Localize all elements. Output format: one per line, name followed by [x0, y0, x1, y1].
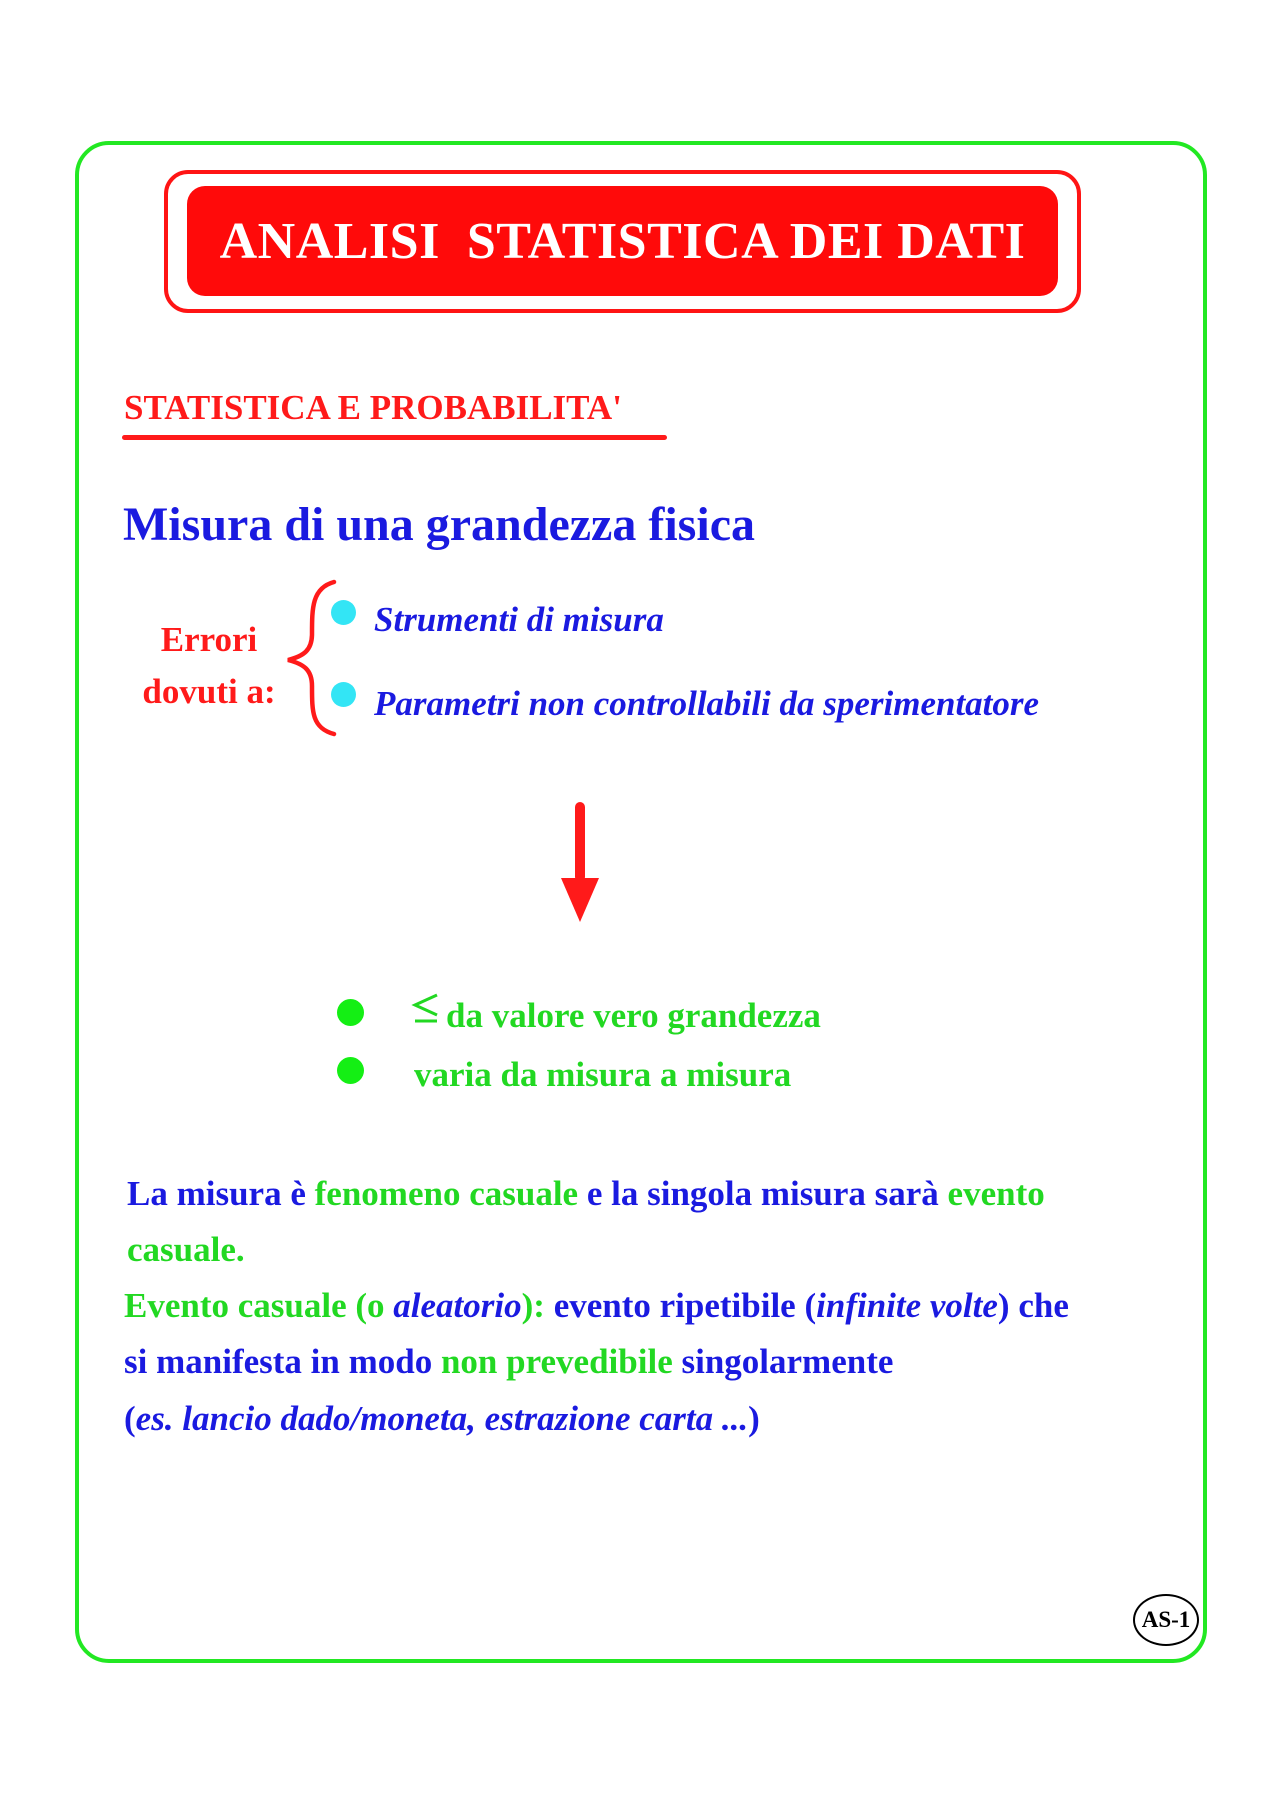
- text-span: (: [124, 1399, 136, 1438]
- text-span: ):: [521, 1286, 554, 1325]
- text-span: si manifesta in modo: [124, 1342, 441, 1381]
- errors-label: [134, 614, 284, 718]
- cause-bullet-2: [331, 682, 356, 707]
- result-bullet-2: [337, 1057, 364, 1084]
- main-heading: Misura di una grandezza fisica: [123, 498, 755, 551]
- paragraph-line-2: [127, 1222, 1187, 1278]
- paragraph-line-3: [124, 1278, 1184, 1334]
- text-span: infinite volte: [816, 1286, 998, 1325]
- text-span: La misura è: [127, 1174, 315, 1213]
- text-span: fenomeno casuale: [314, 1174, 579, 1213]
- text-span: non prevedibile: [440, 1342, 673, 1381]
- result-item-2: varia da misura a misura: [414, 1055, 792, 1094]
- text-span: ) che: [997, 1286, 1069, 1325]
- text-span: es. lancio dado/moneta, estrazione carta ...: [135, 1399, 749, 1438]
- curly-brace-icon: [282, 578, 342, 738]
- page-number-badge: AS-1: [1133, 1594, 1199, 1646]
- text-span: ): [748, 1399, 760, 1438]
- errors-label-line1: Errori: [160, 620, 258, 659]
- text-span: evento: [947, 1174, 1045, 1213]
- cause-item-2: Parametri non controllabili da sperimentatore: [374, 684, 1040, 723]
- text-span: evento ripetibile (: [553, 1286, 817, 1325]
- text-span: singolarmente: [672, 1342, 894, 1381]
- text-span: aleatorio: [393, 1286, 522, 1325]
- paragraph-line-4: [124, 1334, 1184, 1390]
- section-heading: STATISTICA E PROBABILITA': [124, 388, 622, 427]
- errors-label-line2: dovuti a:: [142, 672, 276, 711]
- cause-bullet-1: [331, 600, 356, 625]
- result-item-1: da valore vero grandezza: [446, 996, 821, 1035]
- page-title: ANALISI STATISTICA DEI DATI: [219, 212, 1026, 270]
- text-span: Evento casuale (o: [124, 1286, 394, 1325]
- title-banner: [187, 186, 1058, 296]
- result-bullet-1: [337, 999, 364, 1026]
- cause-item-1: Strumenti di misura: [374, 600, 664, 639]
- paragraph-line-1: [127, 1166, 1187, 1222]
- section-underline: [122, 435, 667, 440]
- not-equal-leq-icon: [411, 991, 441, 1025]
- text-span: casuale.: [127, 1230, 245, 1269]
- paragraph-line-5: [124, 1391, 1184, 1447]
- down-arrow-icon: [555, 802, 605, 924]
- text-span: e la singola misura sarà: [578, 1174, 948, 1213]
